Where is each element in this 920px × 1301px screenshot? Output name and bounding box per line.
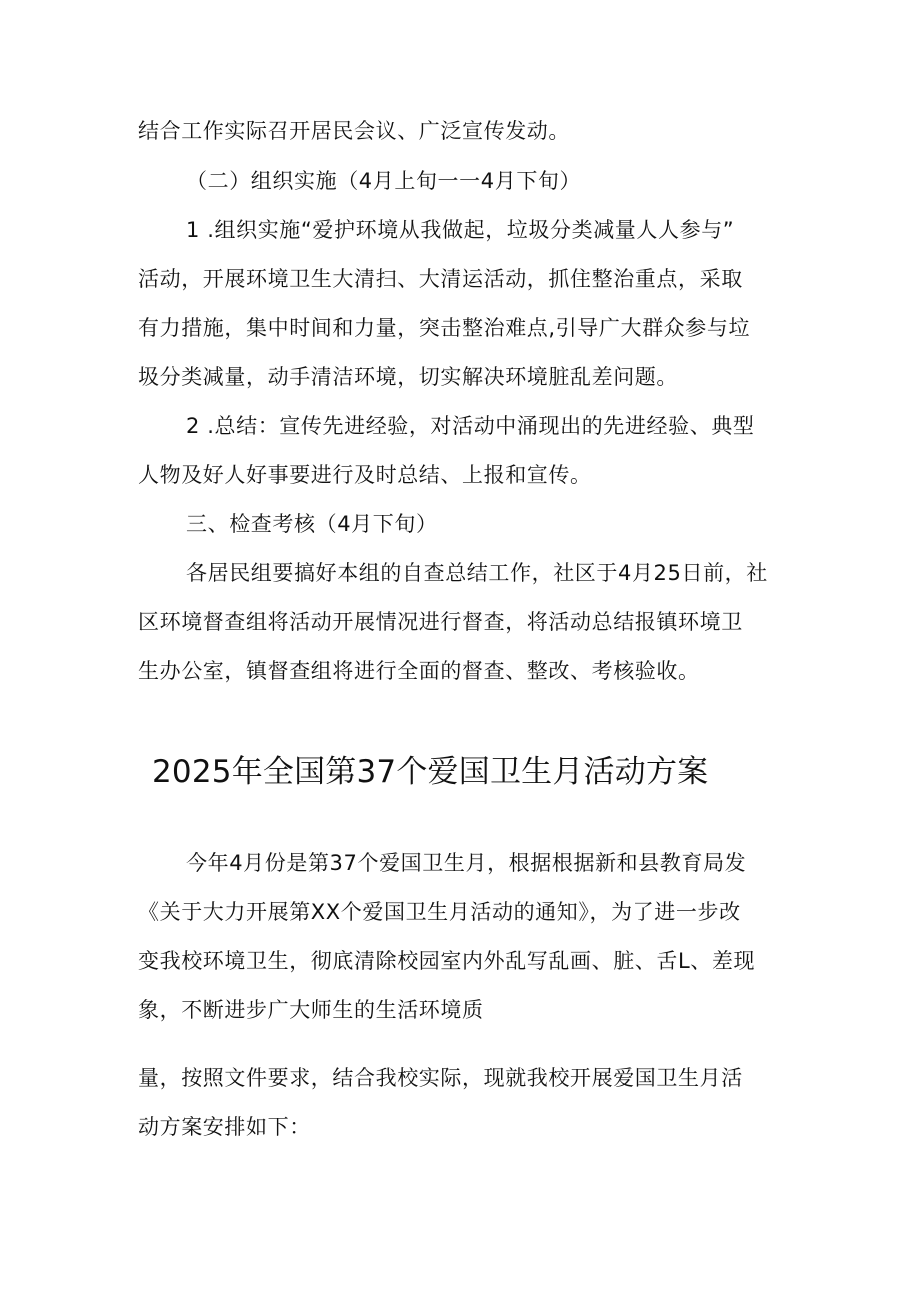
paragraph-line: 今年4月份是第37个爱国卫生月，根据根据新和县教育局发 bbox=[186, 851, 747, 875]
paragraph-line: 人物及好人好事要进行及时总结、上报和宣传。 bbox=[138, 463, 592, 487]
paragraph-line: 1 .组织实施“爱护环境从我做起，垃圾分类减量人人参与” bbox=[186, 218, 735, 242]
paragraph-line: 区环境督查组将活动开展情况进行督查，将活动总结报镇环境卫 bbox=[138, 610, 743, 634]
paragraph-line: 量，按照文件要求，结合我校实际，现就我校开展爱国卫生月活 bbox=[138, 1066, 743, 1090]
paragraph-line: 有力措施，集中时间和力量，突击整治难点,引导广大群众参与垃 bbox=[138, 316, 751, 340]
section-heading-organize: （二）组织实施（4月上旬一一4月下旬） bbox=[186, 169, 582, 193]
paragraph-line: 《关于大力开展第XX个爱国卫生月活动的通知》，为了进一步改 bbox=[138, 900, 741, 924]
paragraph-line: 象，不断进步广大师生的生活环境质 bbox=[138, 998, 484, 1022]
section-heading-inspection: 三、检查考核（4月下旬） bbox=[186, 512, 438, 536]
paragraph-line: 结合工作实际召开居民会议、广泛宣传发动。 bbox=[138, 119, 570, 143]
paragraph-line: 2 .总结：宣传先进经验，对活动中涌现出的先进经验、典型 bbox=[186, 414, 755, 438]
paragraph-line: 各居民组要搞好本组的自查总结工作，社区于4月25日前，社 bbox=[186, 561, 768, 585]
paragraph-line: 活动，开展环境卫生大清扫、大清运活动，抓住整治重点，采取 bbox=[138, 267, 743, 291]
paragraph-line: 动方案安排如下： bbox=[138, 1115, 311, 1139]
document-title: 2025年全国第37个爱国卫生月活动方案 bbox=[152, 754, 709, 790]
paragraph-line: 变我校环境卫生，彻底清除校园室内外乱写乱画、脏、舌L、差现 bbox=[138, 949, 756, 973]
paragraph-line: 圾分类减量，动手清洁环境，切实解决环境脏乱差问题。 bbox=[138, 365, 678, 389]
paragraph-line: 生办公室，镇督查组将进行全面的督查、整改、考核验收。 bbox=[138, 659, 700, 683]
